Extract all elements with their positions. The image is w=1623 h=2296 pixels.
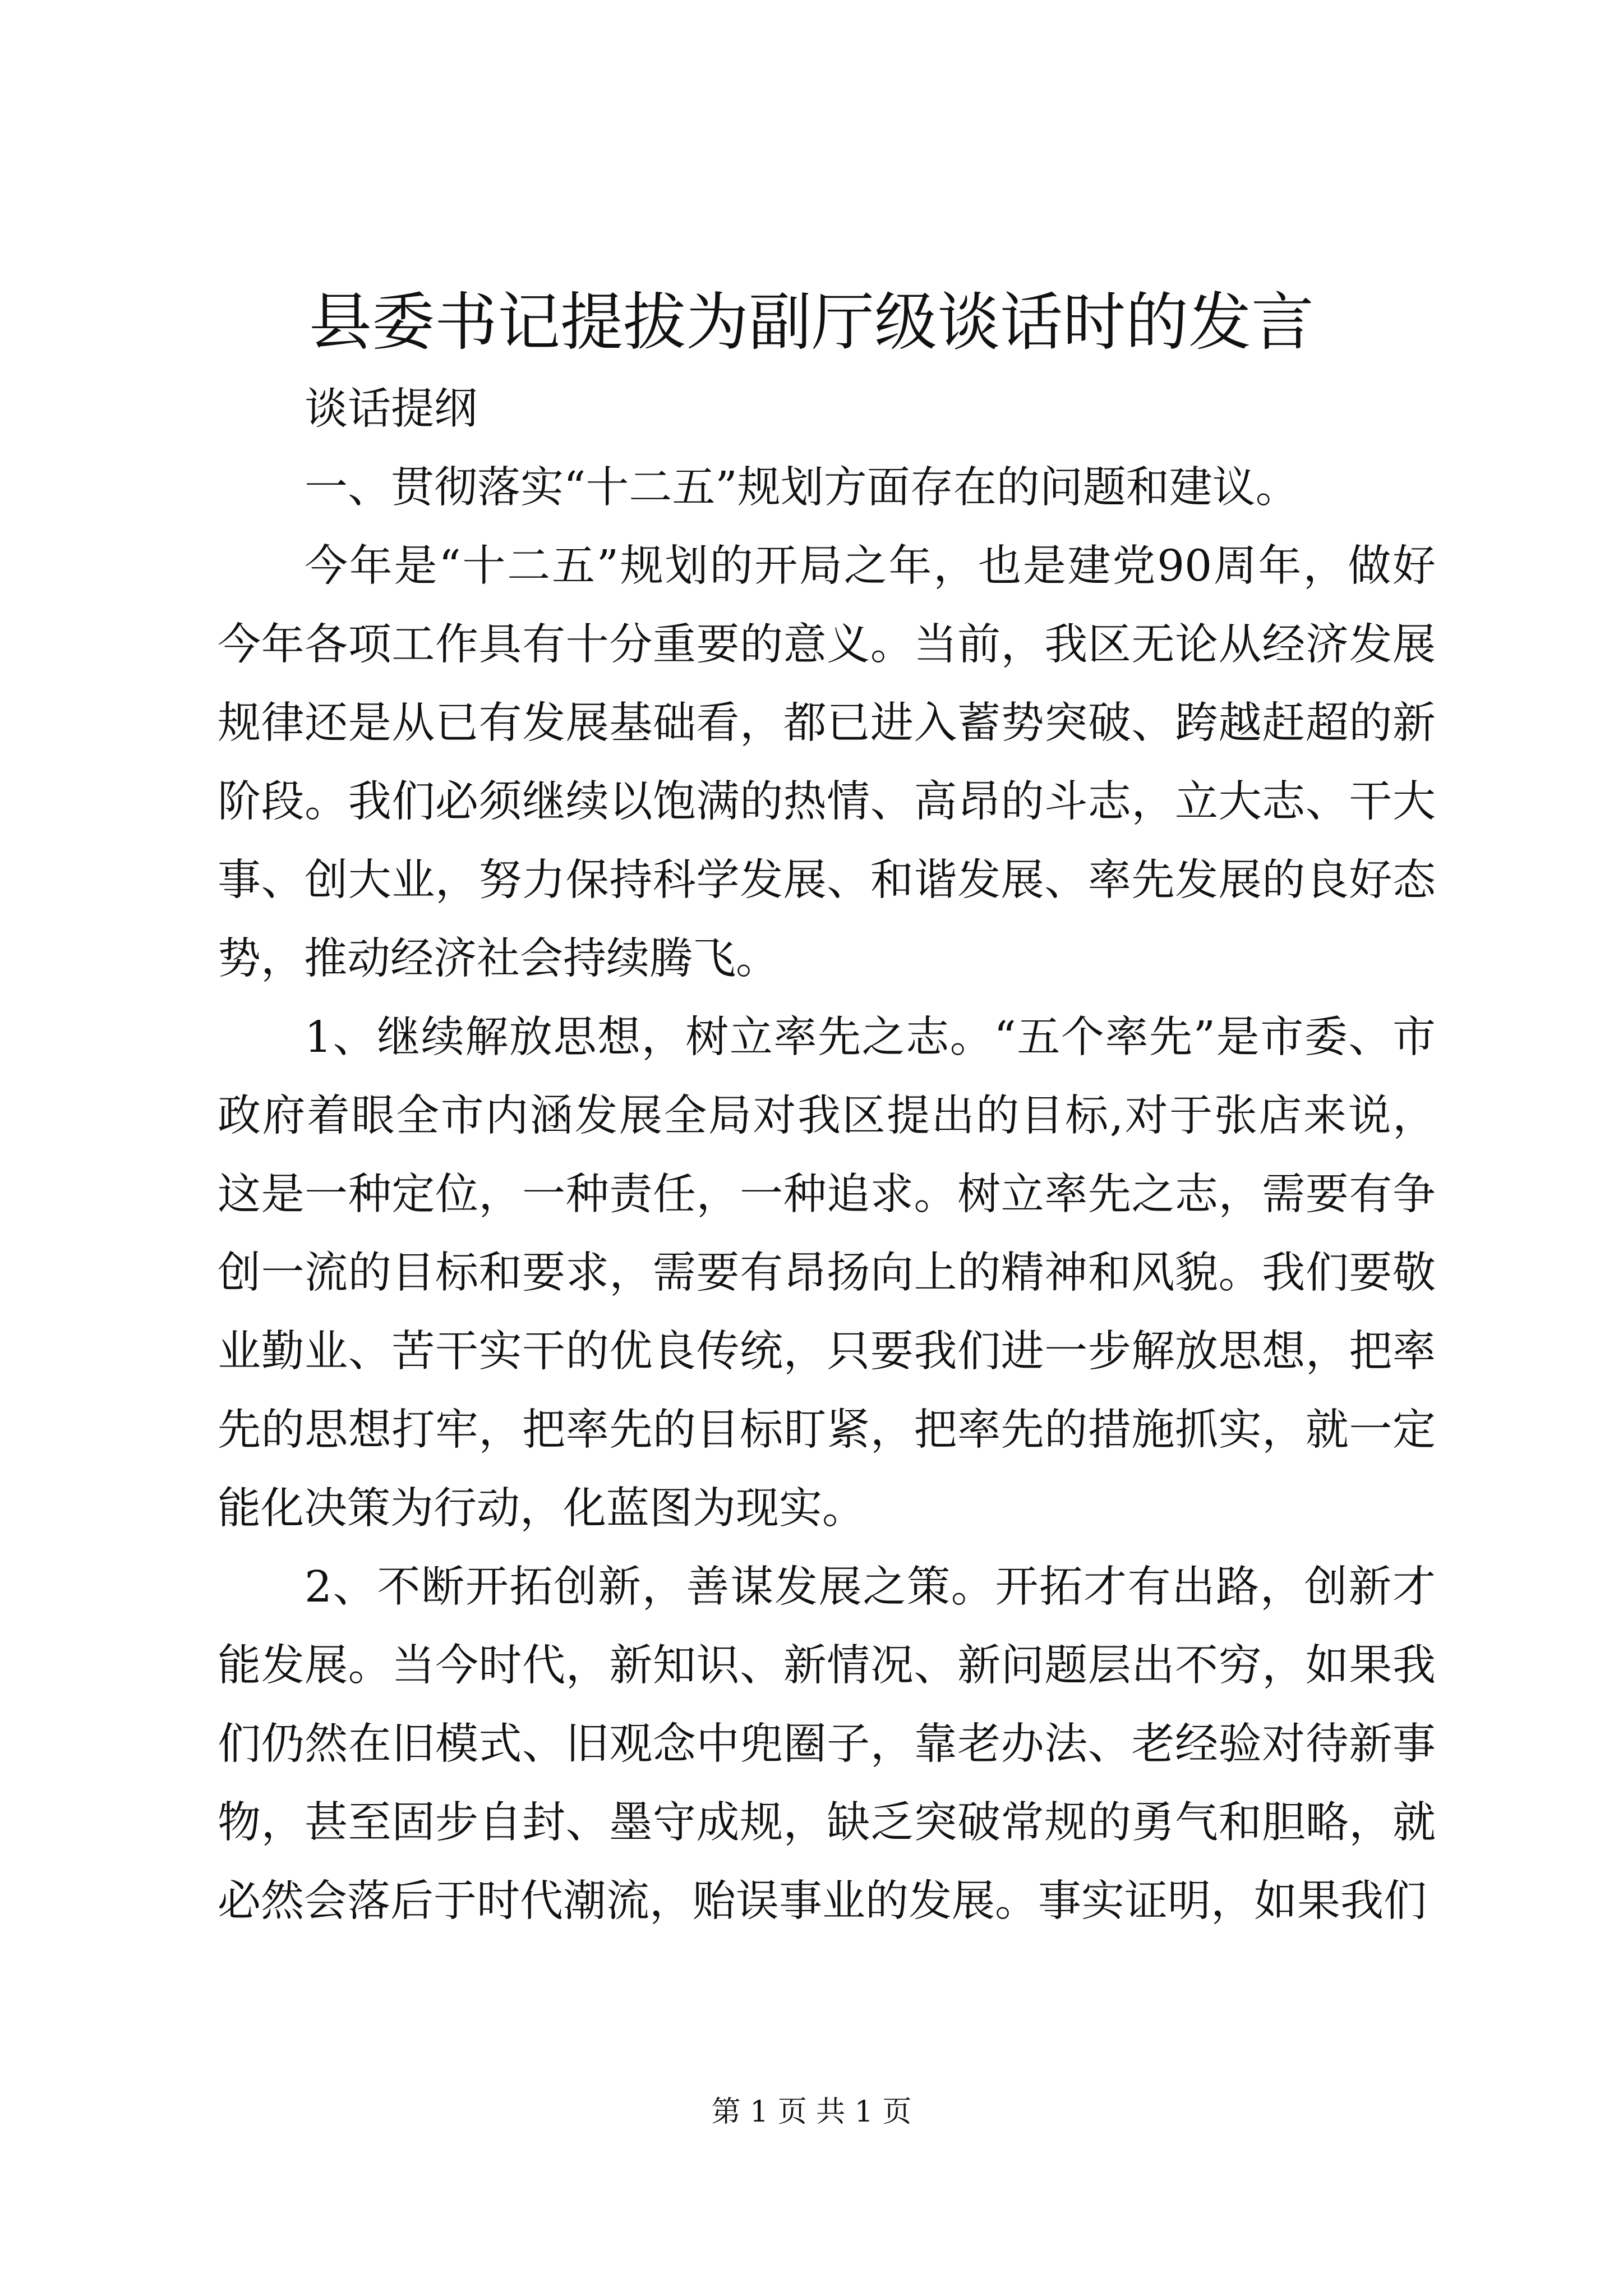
- paragraph-point-2: 2、不断开拓创新，善谋发展之策。开拓才有出路，创新才能发展。当今时代，新知识、新情况、新问题层出不穷，如果我们仍然在旧模式、旧观念中兜圈子，靠老办法、老经验对待新事物，甚至固步自封、墨守成规，缺乏突破常规的勇气和胆略，就必然会落后于时代潮流，贻误事业的发展。事实证明，如果我们: [218, 1562, 1436, 1926]
- paragraph-point-1: 1、继续解放思想，树立率先之志。“五个率先”是市委、市政府着眼全市内涵发展全局对我区提出的目标,对于张店来说，这是一种定位，一种责任，一种追求。树立率先之志，需要有争创一流的目标和要求，需要有昂扬向上的精神和风貌。我们要敬业勤业、苦干实干的优良传统，只要我们进一步解放思想，把率先的思想打牢，把率先的目标盯紧，把率先的措施抓实，就一定能化决策为行动，化蓝图为现实。: [218, 1013, 1436, 1534]
- document-title: 县委书记提拔为副厅级谈话时的发言: [309, 286, 1314, 359]
- paragraph-outline-heading: 谈话提纲: [305, 384, 477, 434]
- document-body: [218, 370, 1436, 1941]
- paragraph-section-one-heading: 一、贯彻落实“十二五”规划方面存在的问题和建议。: [305, 463, 1299, 513]
- paragraph-intro: 今年是“十二五”规划的开局之年，也是建党90周年，做好今年各项工作具有十分重要的意义。当前，我区无论从经济发展规律还是从已有发展基础看，都已进入蓄势突破、跨越赶超的新阶段。我们必须继续以饱满的热情、高昂的斗志，立大志、干大事、创大业，努力保持科学发展、和谐发展、率先发展的良好态势，推动经济社会持续腾飞。: [218, 541, 1436, 984]
- page-footer: 第 1 页 共 1 页: [711, 2095, 912, 2129]
